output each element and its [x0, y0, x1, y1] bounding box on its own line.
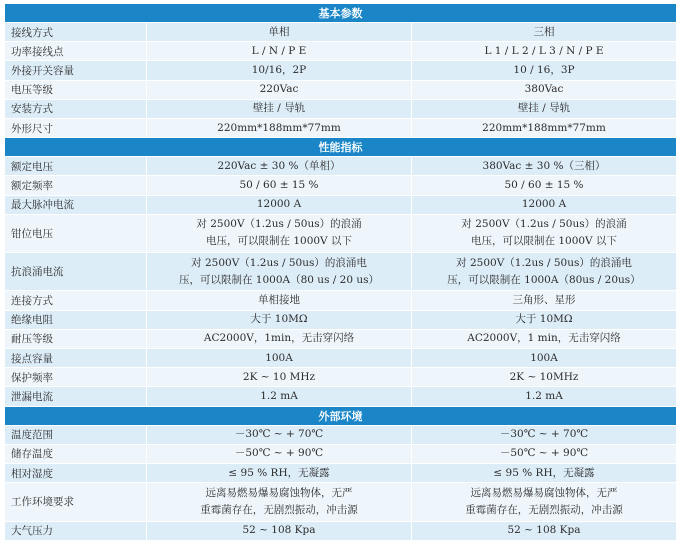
three-phase-value: AC2000V，1 min，无击穿闪络: [412, 329, 677, 348]
section-header: [5, 4, 677, 23]
row-label: 外接开关容量: [5, 61, 147, 80]
table-row: [5, 387, 677, 406]
row-label: 接线方式: [5, 23, 147, 42]
three-phase-value: －50℃ ~ + 90℃: [412, 444, 677, 463]
row-label: 工作环境要求: [5, 483, 147, 521]
row-label: 电压等级: [5, 80, 147, 99]
row-label: 安装方式: [5, 99, 147, 118]
table-row: [5, 99, 677, 118]
three-phase-value: 2K ~ 10MHz: [412, 368, 677, 387]
table-row: [5, 176, 677, 195]
table-row: [5, 349, 677, 368]
single-phase-value: 远离易燃易爆易腐蚀物体，无严 重霉菌存在，无剧烈振动，冲击源: [147, 483, 412, 521]
row-label: 连接方式: [5, 291, 147, 310]
single-phase-value: 2K ~ 10 MHz: [147, 368, 412, 387]
single-phase-value: AC2000V，1min，无击穿闪络: [147, 329, 412, 348]
row-label: 储存温度: [5, 444, 147, 463]
row-label: 功率接线点: [5, 42, 147, 61]
table-row: [5, 195, 677, 214]
single-phase-value: 对 2500V（1.2us / 50us）的浪涌 电压，可以限制在 1000V 以下: [147, 214, 412, 252]
table-row: [5, 61, 677, 80]
table-row: [5, 444, 677, 463]
three-phase-value: 对 2500V（1.2us / 50us）的浪涌电 压，可以限制在 1000A（80us / 20us）: [412, 253, 677, 291]
three-phase-value: 1.2 mA: [412, 387, 677, 406]
row-label: 大气压力: [5, 521, 147, 540]
table-row: [5, 42, 677, 61]
single-phase-value: 220Vac ± 30 %（单相）: [147, 157, 412, 176]
section-title: 基本参数: [5, 4, 677, 23]
three-phase-value: －30℃ ~ + 70℃: [412, 425, 677, 444]
single-phase-value: 对 2500V（1.2us / 50us）的浪涌电 压，可以限制在 1000A（80 us / 20 us）: [147, 253, 412, 291]
row-label: 泄漏电流: [5, 387, 147, 406]
row-label: 外形尺寸: [5, 118, 147, 137]
three-phase-value: ≤ 95 % RH，无凝露: [412, 463, 677, 482]
table-row: [5, 425, 677, 444]
section-title: 外部环境: [5, 406, 677, 425]
single-phase-value: 50 / 60 ± 15 %: [147, 176, 412, 195]
three-phase-value: 大于 10MΩ: [412, 310, 677, 329]
single-phase-value: 52 ~ 108 Kpa: [147, 521, 412, 540]
three-phase-value: L 1 / L 2 / L 3 / N / P E: [412, 42, 677, 61]
three-phase-value: 100A: [412, 349, 677, 368]
table-row: [5, 214, 677, 252]
single-phase-value: －50℃ ~ + 90℃: [147, 444, 412, 463]
single-phase-value: 12000 A: [147, 195, 412, 214]
table-row: [5, 291, 677, 310]
row-label: 额定频率: [5, 176, 147, 195]
three-phase-value: 壁挂 / 导轨: [412, 99, 677, 118]
section-header: [5, 138, 677, 157]
single-phase-value: ≤ 95 % RH，无凝露: [147, 463, 412, 482]
row-label: 接点容量: [5, 349, 147, 368]
table-row: [5, 80, 677, 99]
single-phase-value: 100A: [147, 349, 412, 368]
single-phase-value: 220mm*188mm*77mm: [147, 118, 412, 137]
row-label: 最大脉冲电流: [5, 195, 147, 214]
single-phase-value: 单相: [147, 23, 412, 42]
table-row: [5, 483, 677, 521]
three-phase-value: 380Vac ± 30 %（三相）: [412, 157, 677, 176]
three-phase-value: 三相: [412, 23, 677, 42]
single-phase-value: 1.2 mA: [147, 387, 412, 406]
single-phase-value: －30℃ ~ + 70℃: [147, 425, 412, 444]
three-phase-value: 220mm*188mm*77mm: [412, 118, 677, 137]
three-phase-value: 52 ~ 108 Kpa: [412, 521, 677, 540]
single-phase-value: L / N / P E: [147, 42, 412, 61]
single-phase-value: 壁挂 / 导轨: [147, 99, 412, 118]
table-row: [5, 521, 677, 540]
row-label: 抗浪涌电流: [5, 253, 147, 291]
table-row: [5, 253, 677, 291]
table-row: [5, 329, 677, 348]
section-header: [5, 406, 677, 425]
spec-table-body: [5, 4, 677, 541]
three-phase-value: 对 2500V（1.2us / 50us）的浪涌 电压，可以限制在 1000V 以下: [412, 214, 677, 252]
single-phase-value: 单相接地: [147, 291, 412, 310]
three-phase-value: 380Vac: [412, 80, 677, 99]
spec-table: [4, 3, 677, 541]
table-row: [5, 310, 677, 329]
single-phase-value: 220Vac: [147, 80, 412, 99]
three-phase-value: 远离易燃易爆易腐蚀物体，无严 重霉菌存在，无剧烈振动，冲击源: [412, 483, 677, 521]
section-title: 性能指标: [5, 138, 677, 157]
table-row: [5, 463, 677, 482]
table-row: [5, 157, 677, 176]
table-row: [5, 118, 677, 137]
table-row: [5, 368, 677, 387]
row-label: 保护频率: [5, 368, 147, 387]
three-phase-value: 三角形、星形: [412, 291, 677, 310]
row-label: 额定电压: [5, 157, 147, 176]
three-phase-value: 50 / 60 ± 15 %: [412, 176, 677, 195]
row-label: 绝缘电阻: [5, 310, 147, 329]
single-phase-value: 大于 10MΩ: [147, 310, 412, 329]
three-phase-value: 10 / 16，3P: [412, 61, 677, 80]
table-row: [5, 23, 677, 42]
three-phase-value: 12000 A: [412, 195, 677, 214]
row-label: 相对湿度: [5, 463, 147, 482]
row-label: 温度范围: [5, 425, 147, 444]
single-phase-value: 10/16，2P: [147, 61, 412, 80]
row-label: 耐压等级: [5, 329, 147, 348]
row-label: 钳位电压: [5, 214, 147, 252]
